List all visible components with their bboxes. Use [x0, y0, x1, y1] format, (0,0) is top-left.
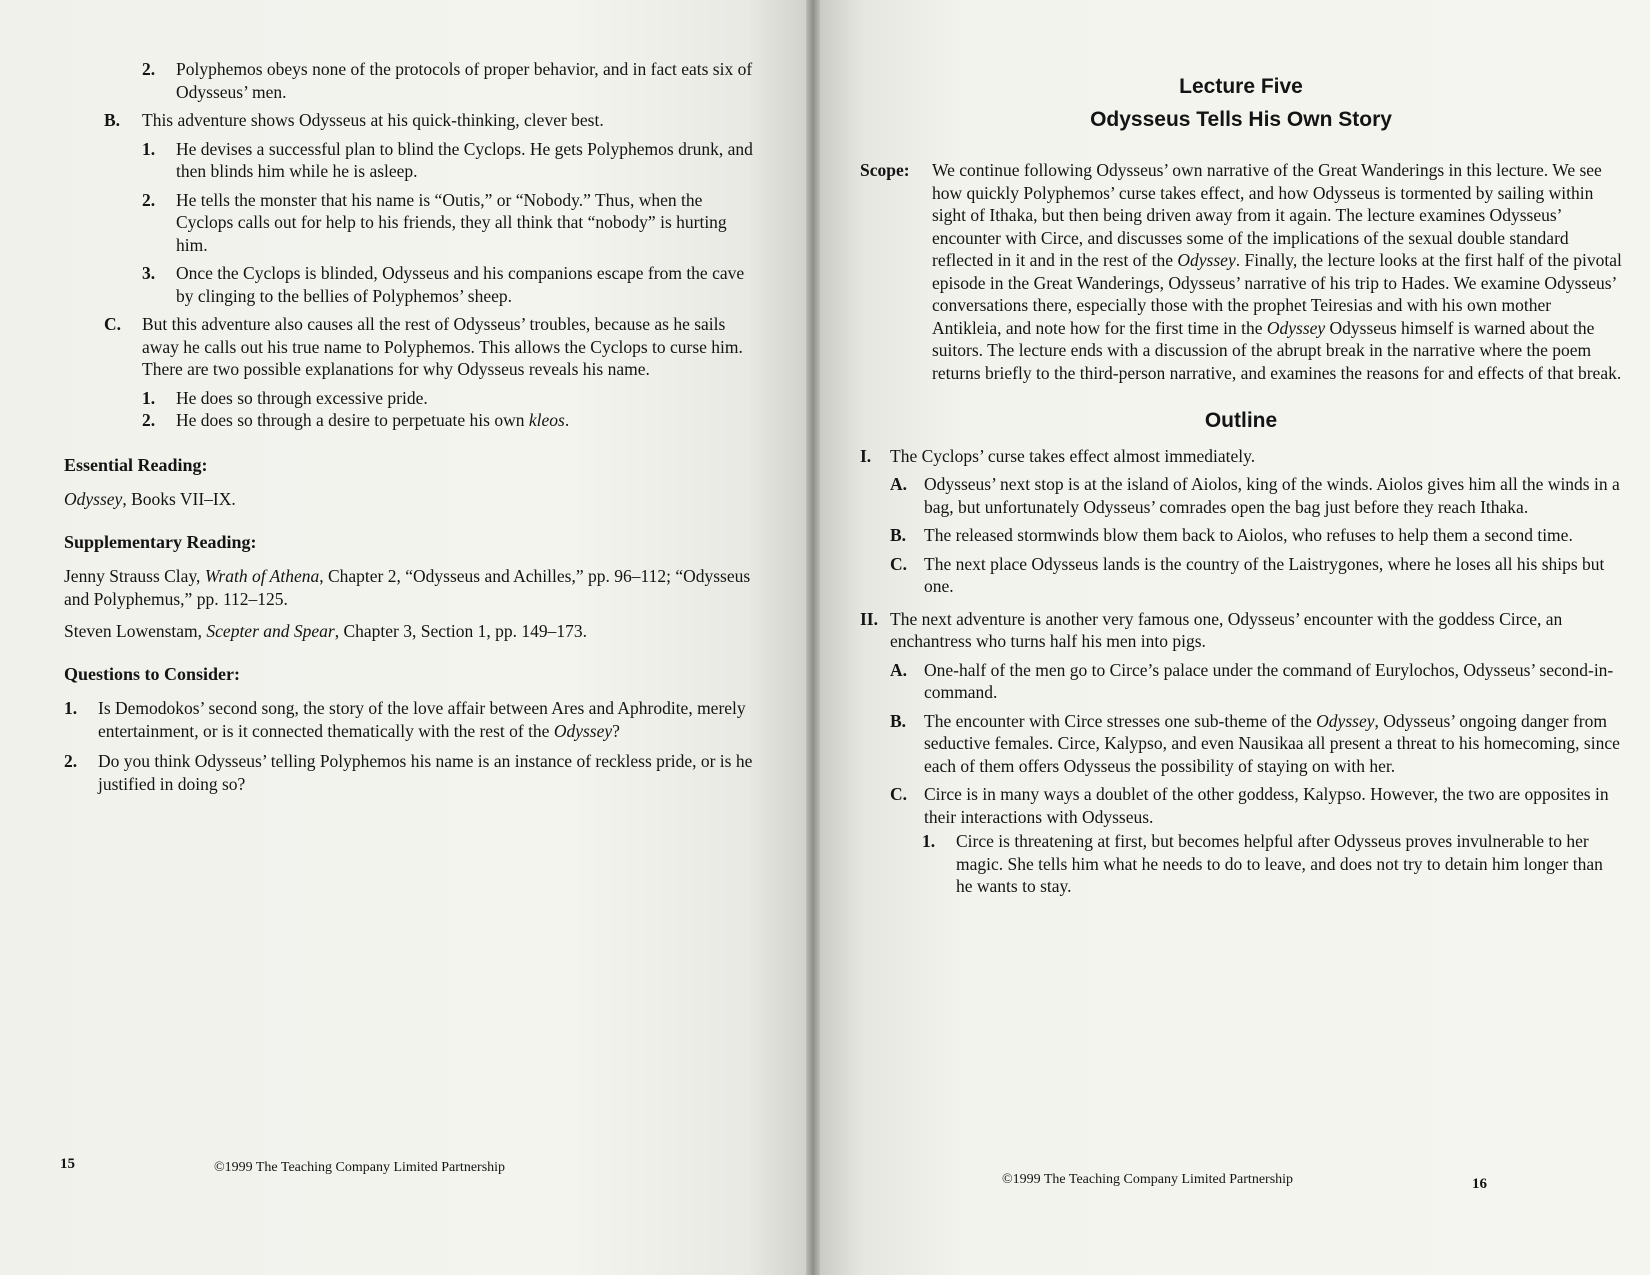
item-text: He tells the monster that his name is “Outis,” or “Nobody.” Thus, when the Cyclops calls out for help to his friends, they all think that “nobody” is hurting him. — [176, 189, 727, 255]
reading-detail: , Chapter 3, Section 1, pp. 149–173. — [334, 621, 587, 641]
item-text — [924, 710, 1622, 778]
item-text: But this adventure also causes all the rest of Odysseus’ troubles, because as he sails away he calls out his true name to Polyphemos. This allows the Cyclops to curse him. There are two possible explanations for why Odysseus reveals his name. — [142, 314, 743, 379]
outline-item — [890, 524, 1622, 547]
list-item — [104, 109, 754, 132]
item-text — [176, 409, 754, 432]
question-item — [64, 697, 754, 742]
item-text: Circe is in many ways a doublet of the other goddess, Kalypso. However, the two are opposites in their interactions with Odysseus. — [924, 784, 1609, 827]
essential-reading-entry — [64, 488, 754, 511]
list-item — [104, 313, 754, 381]
left-page — [0, 0, 812, 1275]
item-text: This adventure shows Odysseus at his quick-thinking, clever best. — [142, 110, 604, 130]
list-item — [142, 58, 754, 103]
item-marker: 1. — [922, 831, 936, 851]
outline-item — [890, 783, 1622, 828]
item-text: Once the Cyclops is blinded, Odysseus and his companions escape from the cave by clinging to the bellies of Polyphemos’ sheep. — [176, 263, 745, 306]
copyright-footer: ©1999 The Teaching Company Limited Partnership — [214, 1160, 506, 1175]
outline-title: Outline — [1204, 409, 1278, 432]
supplementary-reading-heading: Supplementary Reading: — [64, 531, 257, 552]
scope-text — [932, 159, 1622, 384]
item-marker: 2. — [142, 410, 156, 430]
reading-author: Jenny Strauss Clay, — [64, 566, 205, 586]
list-item — [142, 387, 754, 410]
question-text-part: ? — [612, 720, 620, 741]
item-marker: I. — [860, 445, 872, 466]
book-title: Scepter and Spear — [206, 621, 335, 641]
question-text-part: Is Demodokos’ second song, the story of the love affair between Ares and Aphrodite, merely entertainment, or is it connected thematically with the rest of the — [98, 698, 746, 741]
outline-item — [890, 553, 1622, 598]
item-text: The next adventure is another very famous one, Odysseus’ encounter with the goddess Circe, an enchantress who turns half his men into pigs. — [890, 608, 1563, 651]
supplementary-reading-entry — [64, 565, 754, 610]
item-text-part: . — [564, 410, 570, 430]
item-text-italic: kleos — [528, 410, 565, 430]
item-marker: 1. — [142, 387, 156, 408]
reading-detail: , Books VII–IX. — [122, 489, 236, 509]
item-marker: 1. — [142, 138, 156, 159]
item-marker: 3. — [142, 263, 156, 283]
reading-detail: , Chapter 2, “Odysseus and Achilles,” pp. 96–112; “Odysseus and Polyphemus,” pp. 112–125. — [64, 566, 751, 609]
item-marker: A. — [890, 474, 908, 494]
outline-item — [860, 445, 1622, 468]
page-number: 15 — [60, 1156, 75, 1172]
book-gutter — [806, 0, 820, 1275]
list-item — [142, 409, 754, 432]
item-marker: A. — [890, 659, 908, 680]
outline-item — [860, 608, 1622, 653]
item-text: The next place Odysseus lands is the country of the Laistrygones, where he loses all his ships but one. — [924, 553, 1605, 596]
question-text: Do you think Odysseus’ telling Polyphemos his name is an instance of reckless pride, or is he justified in doing so? — [98, 751, 753, 794]
right-page — [812, 0, 1650, 1275]
item-marker: B. — [104, 110, 121, 130]
item-marker: C. — [890, 553, 908, 574]
item-text: He devises a successful plan to blind the Cyclops. He gets Polyphemos drunk, and then blinds him while he is asleep. — [176, 138, 753, 181]
outline-item — [922, 830, 1622, 898]
right-page-content — [860, 70, 1622, 904]
book-title: Odyssey — [64, 489, 123, 509]
lecture-title: Lecture Five — [1179, 75, 1303, 98]
item-text-part: , Odysseus’ ongoing danger from seductive females. Circe, Kalypso, and even Nausikaa all present a threat to his homecoming, since each of them offers Odysseus the possibility of staying on with her. — [924, 710, 1620, 776]
questions-heading: Questions to Consider: — [64, 663, 241, 684]
scope-section — [860, 159, 1622, 384]
lecture-subtitle: Odysseus Tells His Own Story — [1090, 107, 1392, 131]
question-text-italic: Odyssey — [553, 720, 613, 741]
supplementary-reading-entry — [64, 620, 754, 643]
outline-item — [890, 473, 1622, 518]
item-text: The Cyclops’ curse takes effect almost immediately. — [890, 445, 1256, 466]
page-number: 16 — [1472, 1176, 1487, 1192]
question-item — [64, 750, 754, 795]
item-text: One-half of the men go to Circe’s palace under the command of Eurylochos, Odysseus’ second-in-command. — [924, 659, 1614, 702]
item-text: He does so through excessive pride. — [176, 387, 428, 408]
item-text-italic: Odyssey — [1316, 710, 1375, 731]
scope-text-italic: Odyssey — [1177, 250, 1236, 270]
list-item — [142, 189, 754, 257]
item-marker: C. — [890, 784, 908, 804]
item-text: Circe is threatening at first, but becomes helpful after Odysseus proves invulnerable to her magic. She tells him what he needs to do to leave, and does not try to detain him longer than he wants to stay. — [956, 831, 1603, 896]
item-marker: II. — [860, 608, 878, 629]
scope-label: Scope: — [860, 160, 910, 180]
left-page-content — [64, 58, 754, 801]
question-text — [98, 697, 754, 742]
scope-text-part: We continue following Odysseus’ own narrative of the Great Wanderings in this lecture. We see how quickly Polyphemos’ curse takes effect, and how Odysseus is tormented by sailing within sight of Ithaka, but then being driven away from it again. The lecture examines Odysseus’ encounter with Circe, and discusses some of the implications of the sexual double standard reflected in it and in the rest of the — [932, 160, 1602, 270]
item-marker: C. — [104, 314, 122, 334]
item-text: Polyphemos obeys none of the protocols of proper behavior, and in fact eats six of Odysseus’ men. — [176, 59, 753, 102]
scope-text-part: . Finally, the lecture looks at the first half of the pivotal episode in the Great Wanderings, Odysseus’ narrative of his trip to Hades. We examine Odysseus’ conversations there, especially those with the prophet Teiresias and with his own mother Antikleia, and note how for the first time in the — [932, 250, 1622, 338]
book-title: Wrath of Athena — [204, 566, 320, 586]
item-text-part: The encounter with Circe stresses one sub-theme of the — [924, 710, 1317, 731]
item-text: Odysseus’ next stop is at the island of Aiolos, king of the winds. Aiolos gives him all the winds in a bag, but unfortunately Odysseus’ comrades open the bag just before they reach Ithaka. — [924, 474, 1620, 517]
scope-text-italic: Odyssey — [1266, 317, 1326, 338]
item-text-part: He does so through a desire to perpetuate his own — [176, 410, 529, 430]
copyright-footer: ©1999 The Teaching Company Limited Partnership — [1002, 1172, 1294, 1187]
item-marker: B. — [890, 710, 907, 731]
question-marker: 1. — [64, 698, 78, 718]
reading-author: Steven Lowenstam, — [64, 621, 207, 641]
outline-item — [890, 659, 1622, 704]
scope-text-part: Odysseus himself is warned about the suitors. The lecture ends with a discussion of the abrupt break in the narrative where the poem returns briefly to the third-person narrative, and examines the reasons for and effects of that break. — [932, 317, 1622, 383]
essential-reading-heading: Essential Reading: — [64, 454, 208, 475]
item-marker: B. — [890, 525, 907, 545]
list-item — [142, 138, 754, 183]
item-marker: 2. — [142, 189, 156, 210]
question-marker: 2. — [64, 751, 78, 771]
outline-item — [890, 710, 1622, 778]
item-text: The released stormwinds blow them back to Aiolos, who refuses to help them a second time. — [924, 525, 1573, 545]
list-item — [142, 262, 754, 307]
item-marker: 2. — [142, 59, 156, 79]
